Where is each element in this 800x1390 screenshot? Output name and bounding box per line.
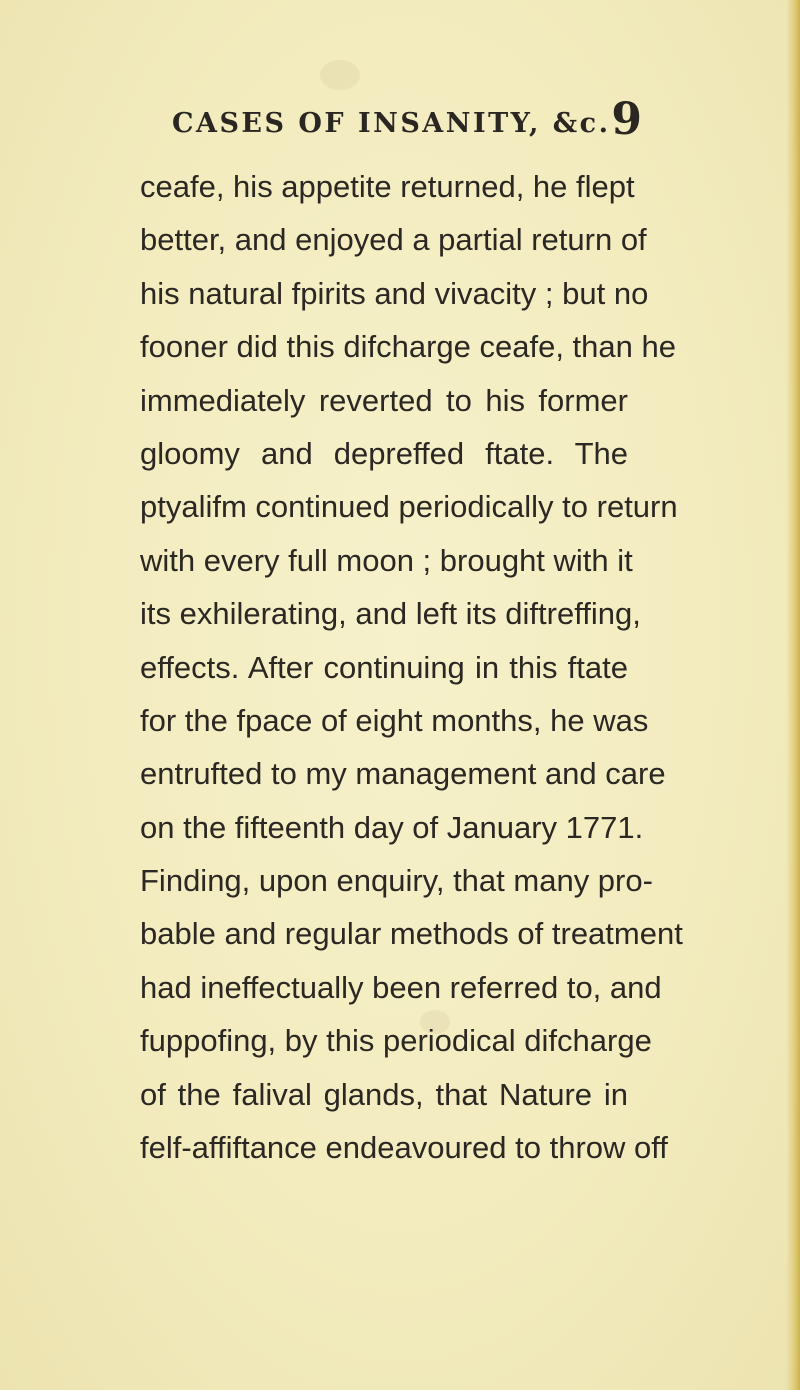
text-line: its exhilerating, and left its diftreffing, — [140, 596, 641, 632]
page-edge-shadow — [786, 0, 800, 1390]
text-line: on the fifteenth day of January 1771. — [140, 809, 644, 845]
text-line: ceafe, his appetite returned, he flept — [140, 169, 635, 204]
body-text — [140, 160, 683, 1174]
text-line: of the falival glands, that Nature in — [140, 1076, 628, 1112]
text-line: fuppofing, by this periodical difcharge — [140, 1023, 652, 1059]
text-line: entrufted to my management and care — [140, 756, 666, 792]
text-line: had ineffectually been referred to, and — [140, 969, 662, 1005]
text-line: gloomy and depreffed ftate. The — [140, 435, 628, 471]
text-line: better, and enjoyed a partial return of — [140, 222, 647, 258]
text-line: effects. After continuing in this ftate — [140, 649, 628, 685]
text-line: his natural fpirits and vivacity ; but no — [140, 275, 649, 311]
paper-stain — [320, 60, 360, 90]
text-line: with every full moon ; brought with it — [140, 542, 633, 578]
text-line: ptyalifm continued periodically to return — [140, 489, 678, 525]
running-title: CASES OF INSANITY, &c. — [172, 108, 611, 139]
text-line: for the fpace of eight months, he was — [140, 702, 649, 738]
page-header — [172, 94, 642, 148]
page-number: 9 — [611, 94, 642, 145]
text-line: Finding, upon enquiry, that many pro- — [140, 863, 653, 899]
text-line: fooner did this difcharge ceafe, than he — [140, 329, 676, 365]
text-line: bable and regular methods of treatment — [140, 916, 683, 952]
text-line: immediately reverted to his former — [140, 382, 628, 418]
text-line: felf-affiftance endeavoured to throw off — [140, 1130, 668, 1166]
